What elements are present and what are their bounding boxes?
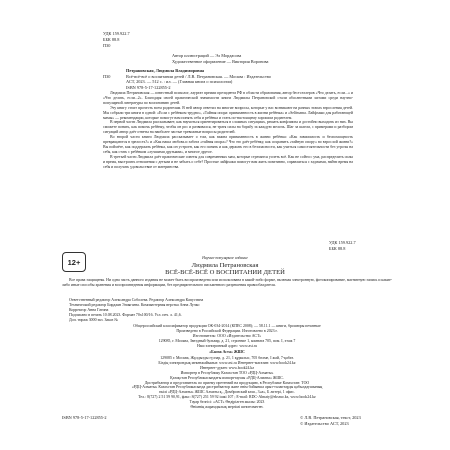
edition-title: ВСЁ-ВСЁ-ВСЁ О ВОСПИТАНИИ ДЕТЕЙ — [165, 269, 285, 276]
staff-line: Доп. тираж 3000 экз. Заказ № — [69, 317, 118, 322]
staff-line: Подписано в печать 10.08.2023. Формат 70х100/16. Усл. печ. л. 41,6. — [69, 312, 182, 317]
bbk-code: ББК 88.8 — [103, 37, 120, 42]
annotation-paragraph: Эту книгу стоит прочесть всем родителям. В ней автор ответил на многие вопросы, которые у вас возникают на разных этапах взросления детей. Мы собрали три книги в одной: «Если с ребёнком трудно», «Тайная опора: привязанность в жизни ребёнка» и «Selfmama. Лайфхаки для работающей мамы» — рекомендации, которые помогут вам понять себя и ребёнка и стать по-настоящему хорошим родителем. — [103, 105, 353, 120]
kaz-line: Өнімнің жарамдылық мерзімі шектелмеген. — [190, 405, 264, 410]
cert-line: Изготовитель: ООО «Издательство АСТ» — [192, 333, 262, 338]
illustrations-credit: Автор иллюстраций — Эл Мордасова — [172, 53, 242, 58]
rights-notice: Все права защищены. Ни одна часть данного издания не может быть воспроизведена или использована в какой-либо форме, включая электронную, фотокопирование, магнитную запись и какие-либо иные способы хранения и воспроизведения информации, без предварительного письменного разрешения правообладателя. — [62, 278, 392, 287]
bib-line: Всё-всё-всё о воспитании детей / Л.В. Петрановская. — Москва : Издательство — [126, 74, 272, 79]
bibliographic-record — [126, 74, 354, 90]
cert-line: Наш электронный адрес: www.ast.ru — [196, 343, 258, 348]
kaz-line: «РДЦ-Алматы» Казахстан Республикасында дистрибьютор және өнім бойынша арыз-талаптарды қабылдаушының — [131, 385, 323, 390]
kaz-line: Интернет-дүкен: www.book24.kz — [199, 365, 255, 370]
isbn-bottom: ISBN 978-5-17-122855-2 — [62, 415, 107, 420]
kaz-line: Тел.: 8(727) 2 51 59 90,91, факс: 8(727) 251 59 92 ішкі 107 ; E-mail: RDC-Almaty@eksmo.kz, www.book24.kz — [138, 395, 316, 400]
bib-line: АСТ, 2023. — 512 с. : ил. — (Главная книга о психологии) — [126, 79, 233, 85]
bbk-code-right: ББК 88.8 — [329, 246, 346, 251]
udk-code-right: УДК 159.922.7 — [329, 240, 356, 245]
staff-line: Корректор Анна Гатина — [69, 307, 109, 312]
genre-label: Научно-популярное издание — [202, 256, 248, 260]
cert-line: Общероссийский классификатор продукции ОК-034-2014 (КПЕС 2008); — 58.11.1 — книги, брошюры печатные — [133, 324, 321, 328]
staff-block — [62, 298, 392, 323]
certification-block — [62, 324, 392, 349]
bib-line: ISBN 978-5-17-122855-2 — [126, 84, 171, 90]
design-credit: Художественное оформление — Виктория Воронова — [172, 59, 269, 64]
copyright-publisher: © Издательство АСТ, 2023 — [300, 421, 349, 426]
age-rating-badge: 12+ — [62, 252, 86, 272]
author-heading: Петрановская, Людмила Владимировна — [126, 68, 205, 73]
cert-line: 129085, г. Москва, Звездный бульвар, д. 21, строение 1, комната 705, пом. I, этаж 7 — [158, 338, 296, 343]
annotation-paragraph: Людмила Петрановская — известный психолог, лауреат премии президента РФ в области образования, автор бестселлеров «Что делать, если...» и «Что делать, если...2». Благодаря своей практической значимости книги Людмилы Петрановской стали абсолютными хитами среди научно-популярной литературы по воспитанию детей. — [103, 91, 353, 105]
kazakh-info-block — [62, 356, 392, 410]
staff-line: Технический редактор Бирдаян Элиягаева. Компьютерная верстка Анна Лучко — [69, 302, 200, 307]
bib-code: П30 — [103, 74, 111, 79]
author-code: П30 — [103, 43, 111, 48]
kaz-line: 129085 г. Москва, Жұлдызды гүлзар, д. 21, 1 құрылыс, 705 бөлме, I жай, 7-қабат. — [160, 356, 294, 360]
kaz-line: Дистрибьютор и представитель по приему претензий на продукцию, в Республике Казахстан: ТОО — [144, 380, 310, 385]
annotation-paragraph: В первой части Людмила рассказывает, как научиться ориентироваться в сложных ситуациях, решать конфликты и достойно выходить из них. Вы сможете понять, как помочь ребёнку, чтобы он рос и развивался, не тратя силы на борьбу за каждую мелочь. Шаг за шагом, с примерами и разбором ситуаций автор даёт ответы на наиболее частые тревожные вопросы родителей. — [103, 120, 353, 135]
cert-line: Произведено в Российской Федерации. Изготовлено в 2023 г. — [176, 328, 278, 333]
annotation-paragraph: Во второй части книги Людмила рассказывает о том, как важна привязанность в жизни ребёнка: «Как зависимость и беспомощность превращаются в зрелость?» и «Как наша любовь и забота «тайная опора»? Что это даёт ребёнку, как сохранить «тайную опору» во взрослой жизни?» Вы поймёте, как поддержать ребёнка, как он устроен, как его понять и как держать его в безопасности, как учиться самостоятельности без угрозы на себя, как стать с ребёнком «лучшими друзьями», и многое другое. — [103, 135, 353, 154]
kaz-line: өкілі «РДЦ-Алматы» ЖШС Алматы қ., Домбровский көш., 3«а», Б литері, 1 офис. — [159, 390, 295, 395]
kaz-line: Біздің электрондық мекенжайымыз: www.ast.ru Интернет-магазин: www.book24.kz — [158, 360, 296, 365]
edition-author: Людмила Петрановская — [191, 262, 259, 269]
udk-code: УДК 159.922.7 — [103, 31, 130, 36]
copyright-text: © Л.В. Петрановская, текст, 2023 — [300, 415, 361, 420]
kaz-line: Қазақстан Республикасындағы импорттаушы «РДЦ-Алматы» ЖШС. — [170, 375, 284, 380]
annotation-paragraph: В третьей части Людмила даёт практические советы для современных мам, которые стремятся успеть всё. Как не сойти с ума, распределить силы и время, выстроить отношения с детьми и не забыть о себе? Простые лайфхаки помогут вам жить позитивно, справляться с задачами, найти время на себя и получать удовольствие от материнства. — [103, 154, 353, 169]
kaz-line: Тауар белгісі: «АСТ» Өндірілген жылы: 2023 — [189, 400, 265, 405]
annotation — [103, 91, 353, 170]
publisher-logo: «Баспа Аста» ЖШС — [209, 350, 245, 354]
staff-line: Ответственный редактор Александра Соболева. Редактор Александра Капустина — [69, 298, 204, 302]
kaz-line: Импортер в Республику Казахстан ТОО «РДЦ-Алматы» — [180, 370, 274, 375]
